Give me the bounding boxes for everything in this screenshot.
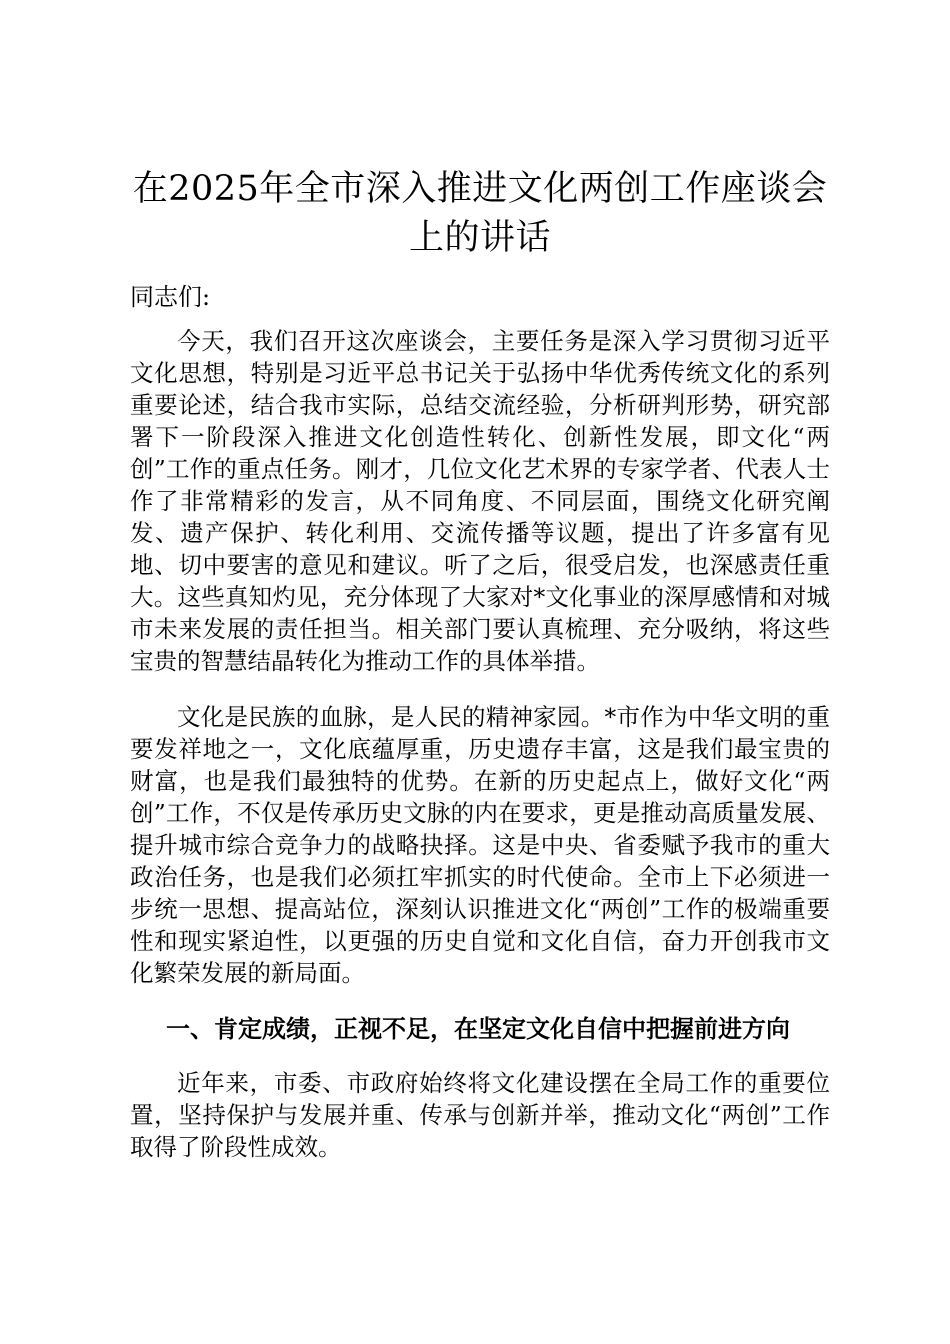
document-page [130,165,830,1187]
paragraph-opening: 今天，我们召开这次座谈会，主要任务是深入学习贯彻习近平文化思想，特别是习近平总书记关于弘扬中华优秀传统文化的系列重要论述，结合我市实际，总结交流经验，分析研判形势，研究部署下一阶段深入推进文化创造性转化、创新性发展，即文化“两创”工作的重点任务。刚才，几位文化艺术界的专家学者、代表人士作了非常精彩的发言，从不同角度、不同层面，围绕文化研究阐发、遗产保护、转化利用、交流传播等议题，提出了许多富有见地、切中要害的意见和建议。听了之后，很受启发，也深感责任重大。这些真知灼见，充分体现了大家对*文化事业的深厚感情和对城市未来发展的责任担当。相关部门要认真梳理、充分吸纳，将这些宝贵的智慧结晶转化为推动工作的具体举措。 [130,327,830,675]
section-paragraph: 近年来，市委、市政府始终将文化建设摆在全局工作的重要位置，坚持保护与发展并重、传承与创新并举，推动文化“两创”工作取得了阶段性成效。 [130,1069,830,1161]
paragraph-culture: 文化是民族的血脉，是人民的精神家园。*市作为中华文明的重要发祥地之一，文化底蕴厚重，历史遗存丰富，这是我们最宝贵的财富，也是我们最独特的优势。在新的历史起点上，做好文化“两创”工作，不仅是传承历史文脉的内在要求，更是推动高质量发展、提升城市综合竞争力的战略抉择。这是中央、省委赋予我市的重大政治任务，也是我们必须扛牢抓实的时代使命。全市上下必须进一步统一思想、提高站位，深刻认识推进文化“两创”工作的极端重要性和现实紧迫性，以更强的历史自觉和文化自信，奋力开创我市文化繁荣发展的新局面。 [130,703,830,987]
salutation: 同志们: [130,283,211,311]
section-heading: 一、肯定成绩，正视不足，在坚定文化自信中把握前进方向 [166,1015,790,1043]
document-title: 在2025年全市深入推进文化两创工作座谈会上的讲话 [132,169,828,258]
